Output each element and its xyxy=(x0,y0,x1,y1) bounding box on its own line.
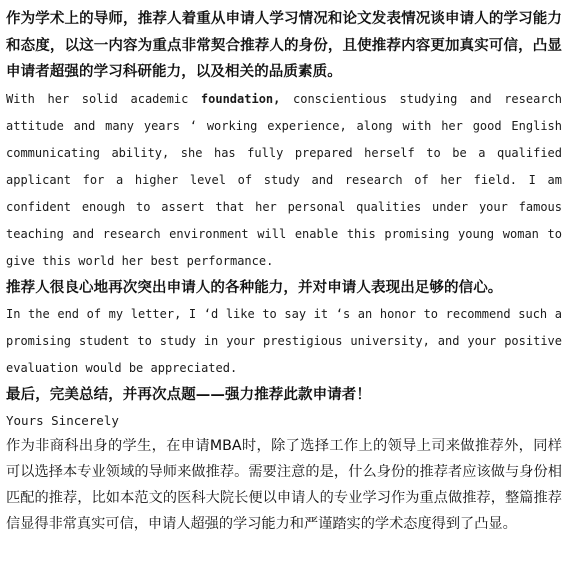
letter-emphasis-word: foundation, xyxy=(200,91,281,106)
commentary-paragraph-2: 推荐人很良心地再次突出申请人的各种能力，并对申请人表现出足够的信心。 xyxy=(6,279,503,296)
document-page xyxy=(6,6,562,537)
summary-paragraph: 作为非商科出身的学生，在申请MBA时，除了选择工作上的领导上司来做推荐外，同样可以选择本专业领域的导师来做推荐。需要注意的是，什么身份的推荐者应该做与身份相匹配的推荐，比如本范文的医科大院长便以申请人的专业学习作为重点做推荐，整篇推荐信显得非常真实可信，申请人超强的学习能力和严谨踏实的学术态度得到了凸显。 xyxy=(6,437,562,532)
letter-closing: Yours Sincerely xyxy=(6,412,119,428)
letter-paragraph-1-start: With her solid academic xyxy=(6,91,201,106)
letter-paragraph-2: In the end of my letter, I ‘d like to say it ‘s an honor to recommend such a promising student to study in your prestigious university, and your positive evaluation would be appreciated. xyxy=(6,307,562,375)
commentary-paragraph-1: 作为学术上的导师，推荐人着重从申请人学习情况和论文发表情况谈申请人的学习能力和态度，以这一内容为重点非常契合推荐人的身份，且使推荐内容更加真实可信，凸显申请者超强的学习科研能力，以及相关的品质素质。 xyxy=(6,11,562,80)
letter-paragraph-1 xyxy=(6,86,562,275)
commentary-paragraph-3: 最后，完美总结，并再次点题——强力推荐此款申请者！ xyxy=(6,387,371,403)
letter-paragraph-1-rest: conscientious studying and research attitude and many years ‘ working experience, along with her good English communicating ability, she has fully prepared herself to be a qualified applicant for a higher level of study and research of her field. I am confident enough to assert that her personal qualities under your famous teaching and research environment will enable this promising young woman to give this world her best performance. xyxy=(6,91,562,268)
